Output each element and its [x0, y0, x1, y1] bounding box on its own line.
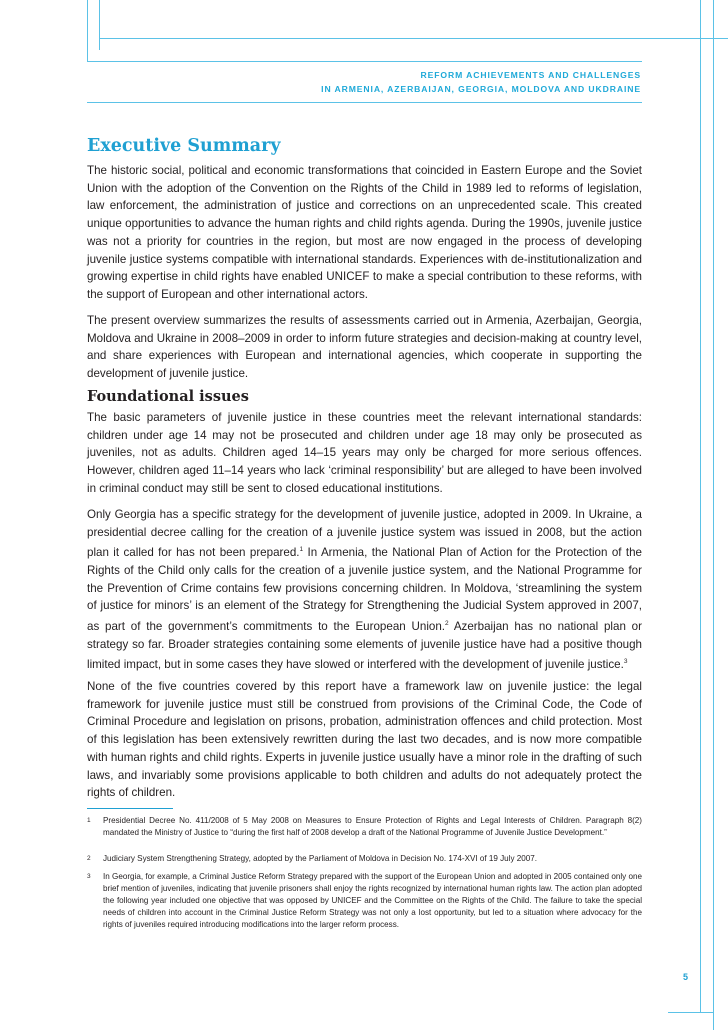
footnote-text: In Georgia, for example, a Criminal Justice Reform Strategy prepared with the support of the European Union and adopted in 2005 contained only one brief mention of juveniles, indicating that juvenile prisoners shall enjoy the rights recognized by international human rights law. The action plan adopted the following year included one objective that was opposed by UNICEF and the Committee on the Rights of the Child. The failure to take the special needs of children into account in the Criminal Justice Reform Strategy was not only a lost opportunity, but led to a situation where advocacy for the rights of juveniles required introducing modifications into the larger reform process. [103, 872, 642, 930]
frame-line-vertical-outer [87, 0, 88, 62]
section-paragraph-1: The basic parameters of juvenile justice in these countries meet the relevant international standards: children under age 14 may not be prosecuted and children under age 18 may only be prosecuted as juveniles, not as adults. Children aged 14–15 years may only be charged for more serious offences. However, children aged 11–14 years who lack ‘criminal responsibility’ but are alleged to have been involved in criminal conduct may still be sent to closed educational institutions. [87, 411, 642, 495]
page-title: Executive Summary [87, 136, 281, 156]
footnote-divider [87, 808, 173, 809]
summary-paragraph-1: The historic social, political and economic transformations that coincided in Eastern Europe and the Soviet Union with the adoption of the Convention on the Rights of the Child in 1989 led to reforms of legislation, law enforcement, the administration of justice and corrections on an unprecedented scale. This created unique opportunities to advance the human rights and child rights agenda. During the 1990s, juvenile justice was not a priority for countries in the region, but most are now engaged in the process of developing juvenile justice systems compatible with international standards. Experiences with de-institutionalization and growing expertise in child rights have enabled UNICEF to make a special contribution to these reforms, with the support of European and other international actors. [87, 164, 642, 301]
footnote-number: 2 [87, 855, 91, 862]
footnote-ref-1: 1 [299, 546, 304, 554]
section-paragraph-2: None of the five countries covered by this report have a framework law on juvenile justice: the legal framework for juvenile justice must still be construed from provisions of the Criminal Code, the Code of Criminal Procedure and legislation on prisons, probation, administration offences and child protection. Most of this legislation has been extensively rewritten during the last two decades, and is now more compatible with human rights and child rights. Experts in juvenile justice usually have a minor role in the drafting of such laws, and invariably some provisions applicable to both children and adults do not adequately protect the rights of children. [87, 680, 642, 800]
footnote-text: Presidential Decree No. 411/2008 of 5 May 2008 on Measures to Ensure Protection of Rights and Legal Interests of Children. Paragraph 8(2) mandated the Ministry of Justice to “during the first half of 2008 develop a draft of the National Programme of Juvenile Justice Development.” [103, 816, 642, 838]
page-number: 5 [683, 972, 689, 982]
footnote-number: 3 [87, 873, 91, 880]
strategy-text-part3: Azerbaijan has no national plan or strategy so far. Broader strategies containing some elements of juvenile justice have had a positive though limited impact, but in some cases they have slowed or interfered with the development of juvenile justice. [87, 619, 642, 672]
footnote-text: Judiciary System Strengthening Strategy, adopted by the Parliament of Moldova in Decision No. 174-XVI of 19 July 2007. [103, 854, 538, 863]
running-header [321, 68, 641, 96]
strategy-text-part2: In Armenia, the National Plan of Action for the Protection of the Rights of the Child only calls for the creation of a juvenile justice system, and the National Programme for the Prevention of Crime contains few provisions concerning children. In Moldova, ‘streamlining the system of justice for minors’ is an element of the Strategy for Strengthening the Judicial System approved in 2007, as part of the government’s commitments to the European Union. [87, 546, 642, 633]
section-heading: Foundational issues [87, 388, 249, 405]
footnote-2 [87, 853, 642, 865]
frame-line-header-rule [87, 102, 642, 103]
frame-line-horizontal-top [99, 38, 728, 39]
frame-line-bottom [668, 1012, 714, 1013]
frame-line-horizontal-header [87, 61, 642, 62]
running-header-line2: IN ARMENIA, AZERBAIJAN, GEORGIA, MOLDOVA AND UKDRAINE [321, 84, 641, 94]
strategy-text-part1: Only Georgia has a specific strategy for the development of juvenile justice, adopted in 2009. In Ukraine, a presidential decree calling for the creation of a juvenile justice system was issued in 2008, but the action plan it called for has not been prepared. [87, 508, 642, 560]
summary-paragraph-2: The present overview summarizes the results of assessments carried out in Armenia, Azerbaijan, Georgia, Moldova and Ukraine in 2008–2009 in order to inform future strategies and decision-making at country level, and share experiences with European and international agencies, which cooperate in supporting the development of juvenile justice. [87, 314, 642, 381]
footnote-3 [87, 871, 642, 931]
running-header-line1: REFORM ACHIEVEMENTS AND CHALLENGES [420, 70, 641, 80]
frame-line-vertical-inner [99, 0, 100, 50]
frame-line-right-mid [700, 0, 701, 1012]
frame-line-right-margin [713, 0, 714, 1030]
footnote-number: 1 [87, 817, 91, 824]
footnote-ref-3: 3 [623, 658, 628, 666]
footnote-1 [87, 815, 642, 839]
footnote-ref-2: 2 [445, 620, 449, 628]
strategy-paragraph [87, 506, 642, 674]
